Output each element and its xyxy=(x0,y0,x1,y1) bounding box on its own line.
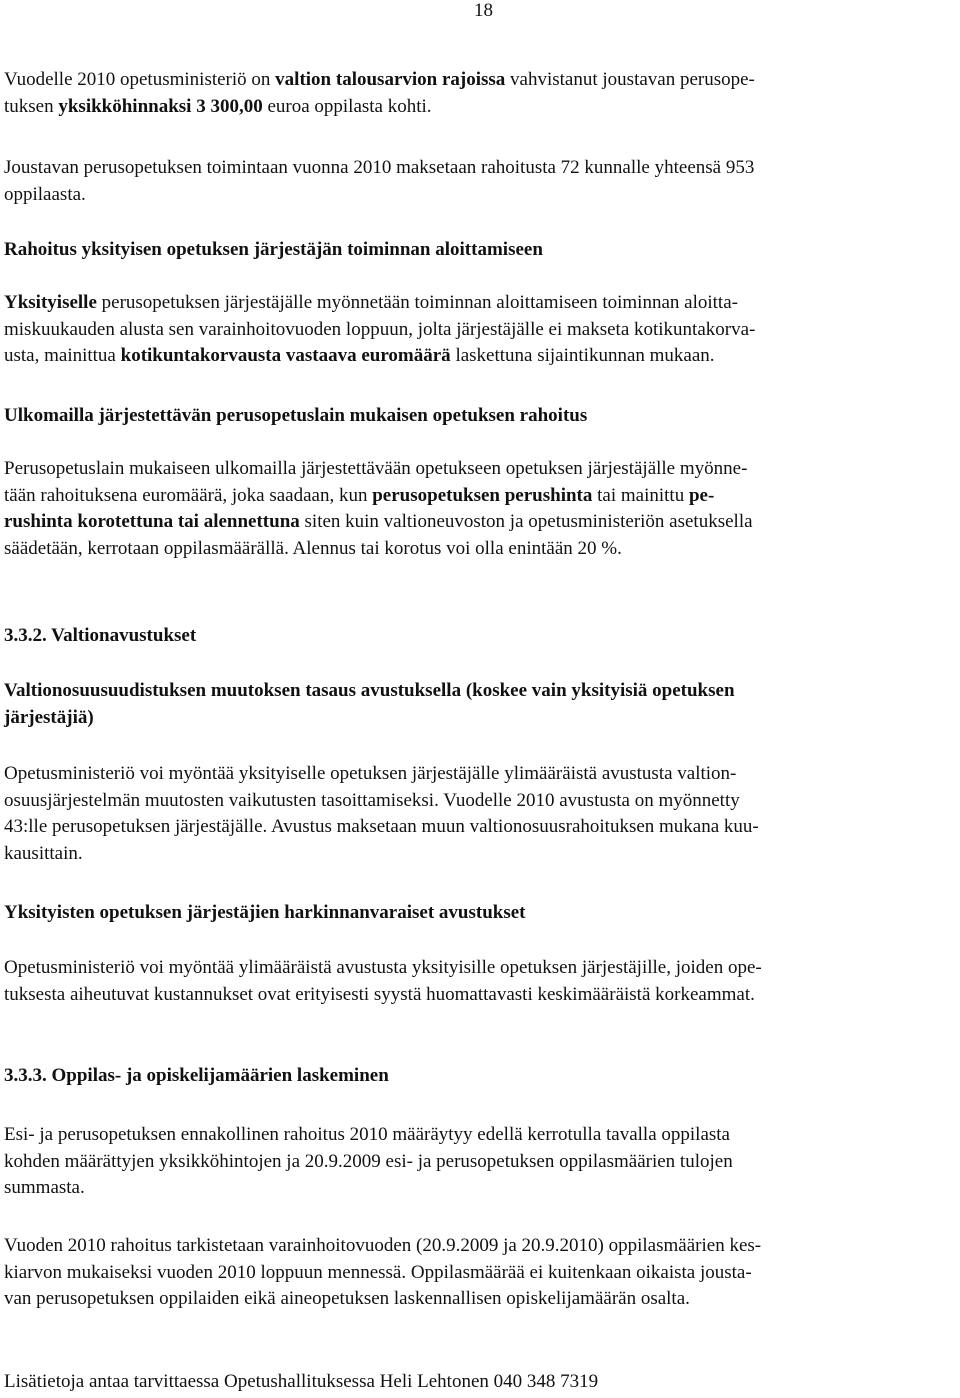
emphasis: rushinta korotettuna tai alennettuna xyxy=(4,511,300,532)
section-heading: Rahoitus yksityisen opetuksen järjestäjän toiminnan aloittamiseen xyxy=(4,239,543,260)
text-line: osuusjärjestelmän muutosten vaikutusten tasoittamiseksi. Vuodelle 2010 avustusta on myönnetty xyxy=(4,789,740,811)
page-number: 18 xyxy=(474,0,493,21)
paragraph-advance-funding xyxy=(4,1122,958,1202)
paragraph-adjustment xyxy=(4,1233,958,1313)
text: siten kuin valtioneuvoston ja opetusministeriön asetuksella xyxy=(299,511,753,532)
emphasis: pe- xyxy=(688,484,715,506)
text-line: oppilaasta. xyxy=(4,183,86,205)
emphasis: perusopetuksen perushinta xyxy=(372,484,593,506)
text-line: kausittain. xyxy=(4,842,83,864)
section-heading: Yksityisten opetuksen järjestäjien harkinnanvaraiset avustukset xyxy=(4,902,526,923)
text-line: van perusopetuksen oppilaiden eikä aineopetuksen laskennallisen opiskelijamäärän osalta. xyxy=(4,1288,690,1309)
paragraph-funding xyxy=(4,155,958,208)
text-line: säädetään, kerrotaan oppilasmäärällä. Alennus tai korotus voi olla enintään 20 %. xyxy=(4,537,622,559)
text-line: Vuoden 2010 rahoitus tarkistetaan varainhoitovuoden (20.9.2009 ja 20.9.2010) oppilasmäärien kes- xyxy=(4,1235,762,1256)
text: usta, mainittua xyxy=(4,345,121,366)
paragraph-discretionary xyxy=(4,955,958,1008)
section-heading xyxy=(4,678,958,731)
heading-line: Valtionosuusuudistuksen muutoksen tasaus avustuksella (koskee vain yksityisiä opetuksen xyxy=(4,680,735,701)
paragraph-equalization xyxy=(4,761,958,867)
text-line: kiarvon mukaiseksi vuoden 2010 loppuun mennessä. Oppilasmäärää ei kuitenkaan oikaista jousta- xyxy=(4,1261,752,1283)
emphasis: valtion talousarvion rajoissa xyxy=(275,69,506,90)
emphasis: kotikuntakorvausta vastaava euromäärä xyxy=(120,345,451,366)
text-line: Perusopetuslain mukaiseen ulkomailla järjestettävään opetukseen opetuksen järjestäjälle myönne- xyxy=(4,458,748,479)
text-line: miskuukauden alusta sen varainhoitovuoden loppuun, jolta järjestäjälle ei makseta kotikuntakorva- xyxy=(4,318,756,340)
text: laskettuna sijaintikunnan mukaan. xyxy=(450,345,715,366)
emphasis: yksikköhinnaksi 3 300,00 xyxy=(58,95,263,117)
text: tai mainittu xyxy=(592,484,689,506)
text-line: 43:lle perusopetuksen järjestäjälle. Avustus maksetaan muun valtionosuusrahoituksen mukana kuu- xyxy=(4,816,759,837)
text: tuksen xyxy=(4,95,59,117)
text-line: Esi- ja perusopetuksen ennakollinen rahoitus 2010 määräytyy edellä kerrotulla tavalla oppilasta xyxy=(4,1124,730,1145)
section-heading: 3.3.3. Oppilas- ja opiskelijamäärien laskeminen xyxy=(4,1065,389,1086)
emphasis: Yksityiselle xyxy=(4,292,97,313)
text: Vuodelle 2010 opetusministeriö on xyxy=(4,69,276,90)
text: vahvistanut joustavan perusope- xyxy=(505,69,755,90)
paragraph-start-funding xyxy=(4,290,958,370)
heading-line: järjestäjiä) xyxy=(4,706,94,728)
text: tään rahoituksena euromäärä, joka saadaan, kun xyxy=(4,484,373,506)
text-line: Opetusministeriö voi myöntää ylimääräistä avustusta yksityisille opetuksen järjestäjille, joiden ope- xyxy=(4,957,762,978)
section-heading: Ulkomailla järjestettävän perusopetuslain mukaisen opetuksen rahoitus xyxy=(4,405,588,426)
text: perusopetuksen järjestäjälle myönnetään toiminnan aloittamiseen toiminnan aloitta- xyxy=(96,292,738,313)
text-line: kohden määrättyjen yksikköhintojen ja 20.9.2009 esi- ja perusopetuksen oppilasmäärien tulojen xyxy=(4,1150,733,1172)
text-line: Opetusministeriö voi myöntää yksityiselle opetuksen järjestäjälle ylimääräistä avustusta valtion- xyxy=(4,763,737,784)
section-heading: 3.3.2. Valtionavustukset xyxy=(4,625,197,646)
text-line: summasta. xyxy=(4,1177,85,1198)
text-line: Joustavan perusopetuksen toimintaan vuonna 2010 maksetaan rahoitusta 72 kunnalle yhteensä 953 xyxy=(4,157,755,178)
footer-contact: Lisätietoja antaa tarvittaessa Opetushallituksessa Heli Lehtonen 040 348 7319 xyxy=(4,1371,599,1392)
text: euroa oppilasta kohti. xyxy=(262,95,432,117)
paragraph-abroad xyxy=(4,456,958,562)
paragraph-unit-price xyxy=(4,67,958,120)
text-line: tuksesta aiheutuvat kustannukset ovat erityisesti syystä huomattavasti keskimääräistä korkeammat. xyxy=(4,983,755,1005)
